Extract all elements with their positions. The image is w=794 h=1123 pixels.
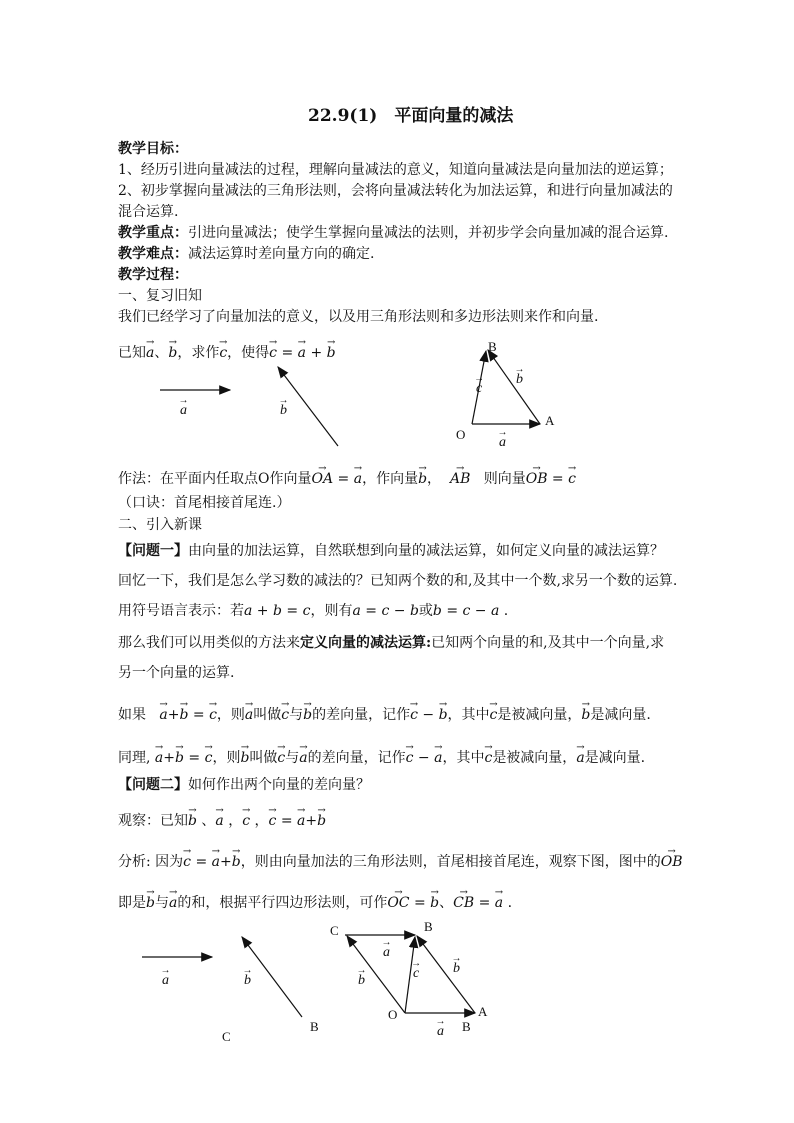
- review-text: 我们已经学习了向量加法的意义，以及用三角形法则和多边形法则来作和向量.: [118, 309, 599, 325]
- analogy-line2: 另一个向量的运算.: [118, 665, 235, 681]
- method-end: 则向量: [483, 471, 526, 487]
- recall-text: 回忆一下，我们是怎么学习数的减法的？已知两个数的和,及其中一个数,求另一个数的运算.: [118, 573, 678, 589]
- goal-1: 1、经历引进向量减法的过程，理解向量减法的意义，知道向量减法是向量加法的逆运算；: [118, 162, 673, 178]
- fig1-label-a: → a: [180, 402, 187, 420]
- definition-line-2: 同理, → a+→ b = → c，则→ b叫做→ c与→ a的差向量，记作→ c − → a，其中→ c是被减向量，→ a是减向量.: [118, 749, 645, 767]
- question-2: [118, 776, 370, 794]
- para-point-O: O: [388, 1007, 398, 1022]
- diff-label: 教学难点：: [118, 246, 188, 262]
- para-point-A: A: [478, 1004, 488, 1019]
- OA-label: → OA: [311, 471, 333, 487]
- fig2-point-B: B: [310, 1019, 319, 1034]
- tri1-point-B: B: [488, 339, 497, 354]
- vec-a-2: → a: [298, 344, 306, 362]
- goals-heading: 教学目标：: [118, 141, 188, 157]
- para-label-b-right: → b: [453, 960, 460, 978]
- para-label-b-left: → b: [358, 972, 365, 990]
- known-prefix: 已知: [118, 345, 146, 361]
- process-heading: 教学过程：: [118, 267, 188, 283]
- known-make: ，使得: [227, 345, 270, 361]
- vec-c: → c: [219, 344, 227, 362]
- method-line: 作法：在平面内任取点O作向量→ OA = → a，作向量→ b， → AB 则向量→ OB = → c: [118, 470, 576, 488]
- tri1-point-O: O: [456, 427, 466, 442]
- method-mid: ，作向量: [362, 471, 419, 487]
- fig1-label-b: → b: [280, 402, 287, 420]
- tri1-point-A: A: [545, 413, 555, 428]
- definition-line-1: 如果 → a+→ b = → c，则→ a叫做→ c与→ b的差向量，记作→ c − → b，其中→ c是被减向量，→ b是减向量.: [118, 706, 651, 724]
- section-2-heading: 二、引入新课: [118, 517, 202, 533]
- analogy-line1: [118, 634, 664, 652]
- analogy-a: 那么我们可以用类似的方法来: [118, 635, 300, 651]
- key-text: 引进向量减法；使学生掌握向量减法的法则，并初步学会向量加减的混合运算.: [188, 225, 669, 241]
- known-line: 已知→ a、→ b，求作→ c，使得→ c = → a + → b: [118, 344, 336, 362]
- para-point-B2: B: [462, 1019, 471, 1034]
- mnemonic: （口诀：首尾相接首尾连.）: [118, 495, 291, 511]
- page-title: 22.9(1) 平面向量的减法: [308, 106, 514, 126]
- question-1: [118, 542, 664, 560]
- fig2-label-b: → b: [244, 972, 251, 990]
- goal-2-line2: 混合运算.: [118, 204, 179, 220]
- fig2-point-C: C: [222, 1029, 231, 1044]
- q1-label: 【问题一】: [118, 543, 188, 559]
- vec-b-2: → b: [327, 344, 336, 362]
- symbol-mid: ，则有: [310, 603, 353, 619]
- tri1-label-b: → b: [516, 371, 523, 389]
- tri1-label-c: → c: [476, 380, 482, 398]
- para-point-C: C: [330, 923, 339, 938]
- para-AB: [417, 936, 475, 1013]
- symbol-or: 或: [418, 603, 433, 619]
- is-line: 即是→ b与→ a的和，根据平行四边形法则，可作→ OC = → b、→ CB = → a .: [118, 894, 512, 912]
- symbol-line: 用符号语言表示：若a + b = c，则有a = c − b或b = c − a .: [118, 603, 509, 619]
- para-label-a-bottom: → a: [437, 1023, 444, 1041]
- fig2-label-a: → a: [162, 972, 169, 990]
- analogy-bold: 定义向量的减法运算:: [300, 635, 432, 651]
- symbol-prefix: 用符号语言表示：若: [118, 603, 244, 619]
- tri1-label-a: → a: [499, 434, 506, 452]
- analogy-b: 已知两个向量的和,及其中一个向量,求: [431, 635, 665, 651]
- analysis-line: 分析: 因为→ c = → a+→ b，则由向量加法的三角形法则，首尾相接首尾连，观察下图，图中的→ OB: [118, 853, 682, 871]
- method-prefix: 作法：在平面内任取点O作向量: [118, 471, 312, 487]
- key-label: 教学重点：: [118, 225, 188, 241]
- para-label-c: → c: [413, 965, 419, 983]
- diff-text: 减法运算时差向量方向的确定.: [188, 246, 375, 262]
- vec-a: → a: [146, 344, 154, 362]
- known-mid: ，求作: [177, 345, 220, 361]
- section-1-heading: 一、复习旧知: [118, 288, 202, 304]
- vec-b: → b: [168, 344, 177, 362]
- q1-text: 由向量的加法运算，自然联想到向量的减法运算，如何定义向量的减法运算？: [188, 543, 664, 559]
- observe-line: 观察：已知→ b 、→ a ，→ c ，→ c = → a+→ b: [118, 812, 326, 830]
- q2-text: 如何作出两个向量的差向量？: [188, 777, 370, 793]
- para-label-a-top: → a: [383, 944, 390, 962]
- q2-label: 【问题二】: [118, 777, 188, 793]
- para-point-B: B: [424, 919, 433, 934]
- vec-c-2: → c: [269, 344, 277, 362]
- goal-2-line1: 2、初步掌握向量减法的三角形法则，会将向量减法转化为加法运算，和进行向量加减法的: [118, 183, 673, 199]
